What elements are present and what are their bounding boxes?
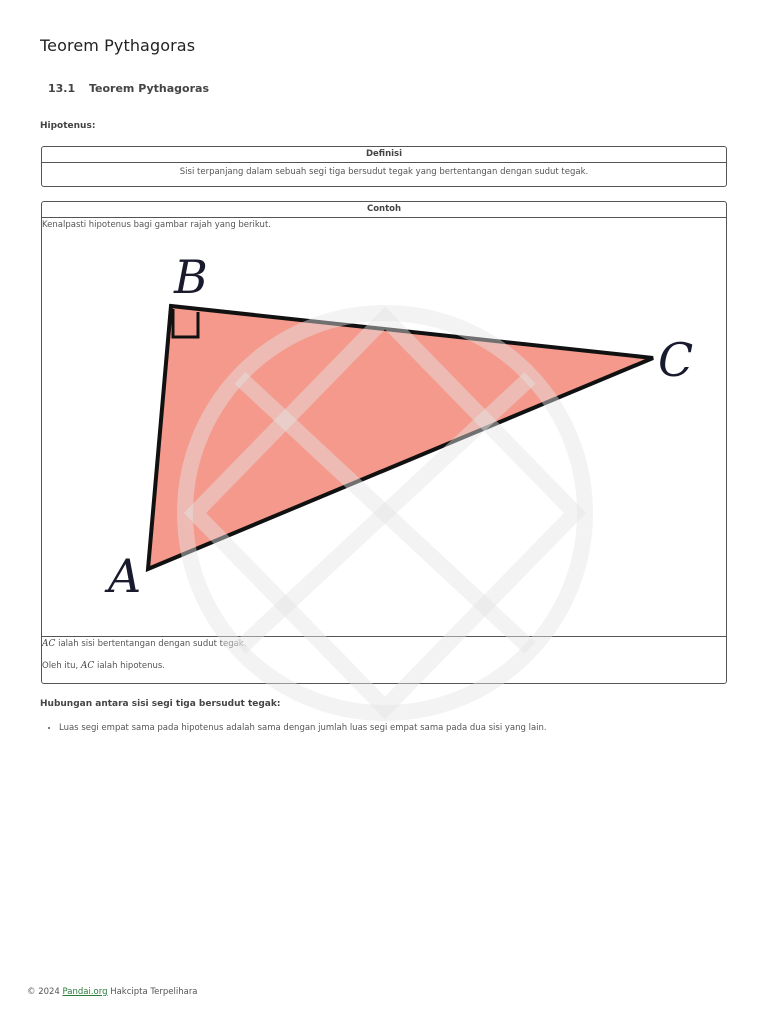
relationship-label: Hubungan antara sisi segi tiga bersudut tegak: [40,699,281,709]
hipotenus-label: Hipotenus: [40,121,96,131]
page-title: Teorem Pythagoras [40,36,196,55]
footer [27,987,198,997]
vertex-b-label: B [174,250,208,304]
relationship-list [47,723,547,733]
triangle-shape [148,306,653,569]
answer-line-2-text: ialah hipotenus. [96,661,165,671]
footer-rights: Hakcipta Terpelihara [110,987,198,997]
section-title: Teorem Pythagoras [88,82,209,95]
definition-box [41,146,727,187]
example-heading: Contoh [42,202,726,218]
answer-line-1-math: AC [42,639,56,649]
example-box [41,201,727,684]
triangle-figure [60,236,740,596]
example-divider [41,636,727,637]
section-heading [48,82,209,95]
definition-text: Sisi terpanjang dalam sebuah segi tiga bersudut tegak yang bertentangan dengan sudut tegak. [179,167,589,177]
answer-line-1-text: ialah sisi bertentangan dengan sudut tegak. [58,639,247,649]
vertex-c-label: C [658,333,694,387]
answer-line-1 [42,638,246,650]
footer-copyright: © 2024 [27,987,60,997]
list-item: • Luas segi empat sama pada hipotenus adalah sama dengan jumlah luas segi empat sama pada dua sisi yang lain. [59,723,547,733]
definition-heading: Definisi [42,147,726,163]
answer-line-2 [42,660,165,672]
vertex-a-label: A [108,549,142,596]
answer-line-2-math: AC [80,661,95,671]
section-number: 13.1 [48,82,76,95]
example-prompt: Kenalpasti hipotenus bagi gambar rajah yang berikut. [42,220,271,230]
footer-link-pandai[interactable]: Pandai.org [62,987,108,997]
answer-line-2-prefix: Oleh itu, [42,661,79,671]
